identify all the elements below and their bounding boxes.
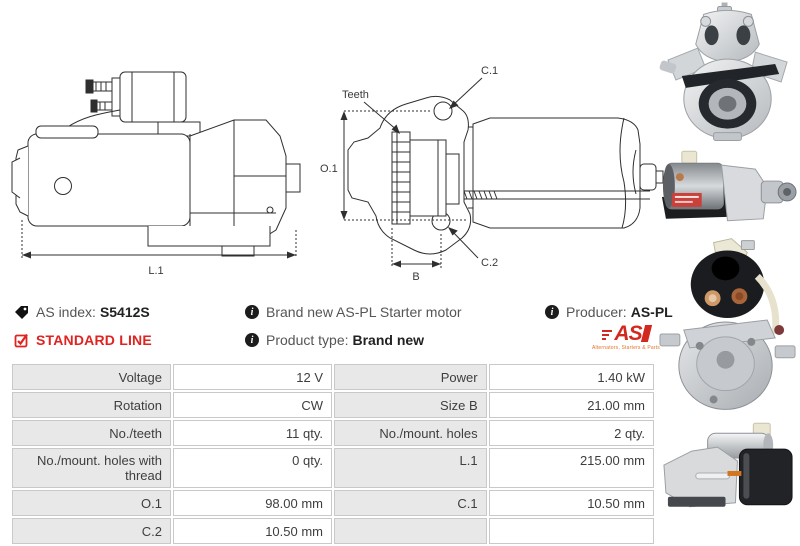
product-type-label: Product type: <box>266 332 349 348</box>
logo-triangle-icon <box>640 325 651 342</box>
spec-label: Size B <box>334 392 487 418</box>
technical-drawing-side-view <box>8 58 303 280</box>
spec-value: 10.50 mm <box>173 518 332 544</box>
spec-label: O.1 <box>12 490 171 516</box>
dim-label-l1: L.1 <box>148 265 164 277</box>
dim-label-teeth: Teeth <box>342 89 369 101</box>
spec-label: Rotation <box>12 392 171 418</box>
tag-icon <box>14 305 29 320</box>
spec-label <box>334 518 487 544</box>
as-index-row <box>14 304 150 320</box>
product-photo-front <box>656 2 800 142</box>
spec-label: L.1 <box>334 448 487 488</box>
standard-line-label: STANDARD LINE <box>36 332 152 348</box>
product-type-row <box>245 332 424 348</box>
spec-label: C.1 <box>334 490 487 516</box>
spec-value: 21.00 mm <box>489 392 654 418</box>
standard-line-row <box>14 332 152 348</box>
dim-label-o1: O.1 <box>320 163 338 175</box>
product-photo-rear <box>656 238 800 416</box>
producer-row <box>545 304 673 320</box>
spec-row <box>12 392 654 418</box>
spec-value: 215.00 mm <box>489 448 654 488</box>
info-icon: i <box>245 305 259 319</box>
spec-table <box>10 362 656 546</box>
description-row <box>245 304 462 320</box>
spec-value: 10.50 mm <box>489 490 654 516</box>
logo-text: AS <box>614 322 642 345</box>
producer-label: Producer: <box>566 304 627 320</box>
spec-value: 12 V <box>173 364 332 390</box>
as-index-value: S5412S <box>99 304 150 320</box>
spec-value: 98.00 mm <box>173 490 332 516</box>
info-icon: i <box>245 333 259 347</box>
product-photo-side <box>656 147 800 233</box>
technical-drawing-top-view <box>318 32 666 284</box>
info-icon: i <box>545 305 559 319</box>
product-photo-side-2 <box>656 421 800 514</box>
dim-label-c1: C.1 <box>481 65 499 77</box>
spec-row <box>12 448 654 488</box>
spec-value: CW <box>173 392 332 418</box>
spec-value: 0 qty. <box>173 448 332 488</box>
aspl-logo <box>591 322 661 351</box>
spec-label: No./mount. holes <box>334 420 487 446</box>
as-index-label: AS index: <box>36 304 96 320</box>
spec-value <box>489 518 654 544</box>
dim-label-b: B <box>412 271 420 283</box>
product-photo-column <box>656 2 800 514</box>
producer-value: AS-PL <box>630 304 673 320</box>
product-type-value: Brand new <box>352 332 425 348</box>
spec-value: 11 qty. <box>173 420 332 446</box>
spec-row <box>12 490 654 516</box>
spec-label: Power <box>334 364 487 390</box>
spec-value: 2 qty. <box>489 420 654 446</box>
description-text: Brand new AS-PL Starter motor <box>266 304 462 320</box>
spec-row <box>12 364 654 390</box>
dim-label-c2: C.2 <box>481 257 499 269</box>
spec-row <box>12 518 654 544</box>
spec-label: Voltage <box>12 364 171 390</box>
spec-row <box>12 420 654 446</box>
checkbox-checked-icon <box>14 333 29 348</box>
logo-tagline: Alternators, Starters & Parts <box>591 345 661 351</box>
logo-stripes-icon <box>602 330 612 340</box>
spec-label: No./teeth <box>12 420 171 446</box>
spec-label: No./mount. holes with thread <box>12 448 171 488</box>
spec-label: C.2 <box>12 518 171 544</box>
spec-value: 1.40 kW <box>489 364 654 390</box>
